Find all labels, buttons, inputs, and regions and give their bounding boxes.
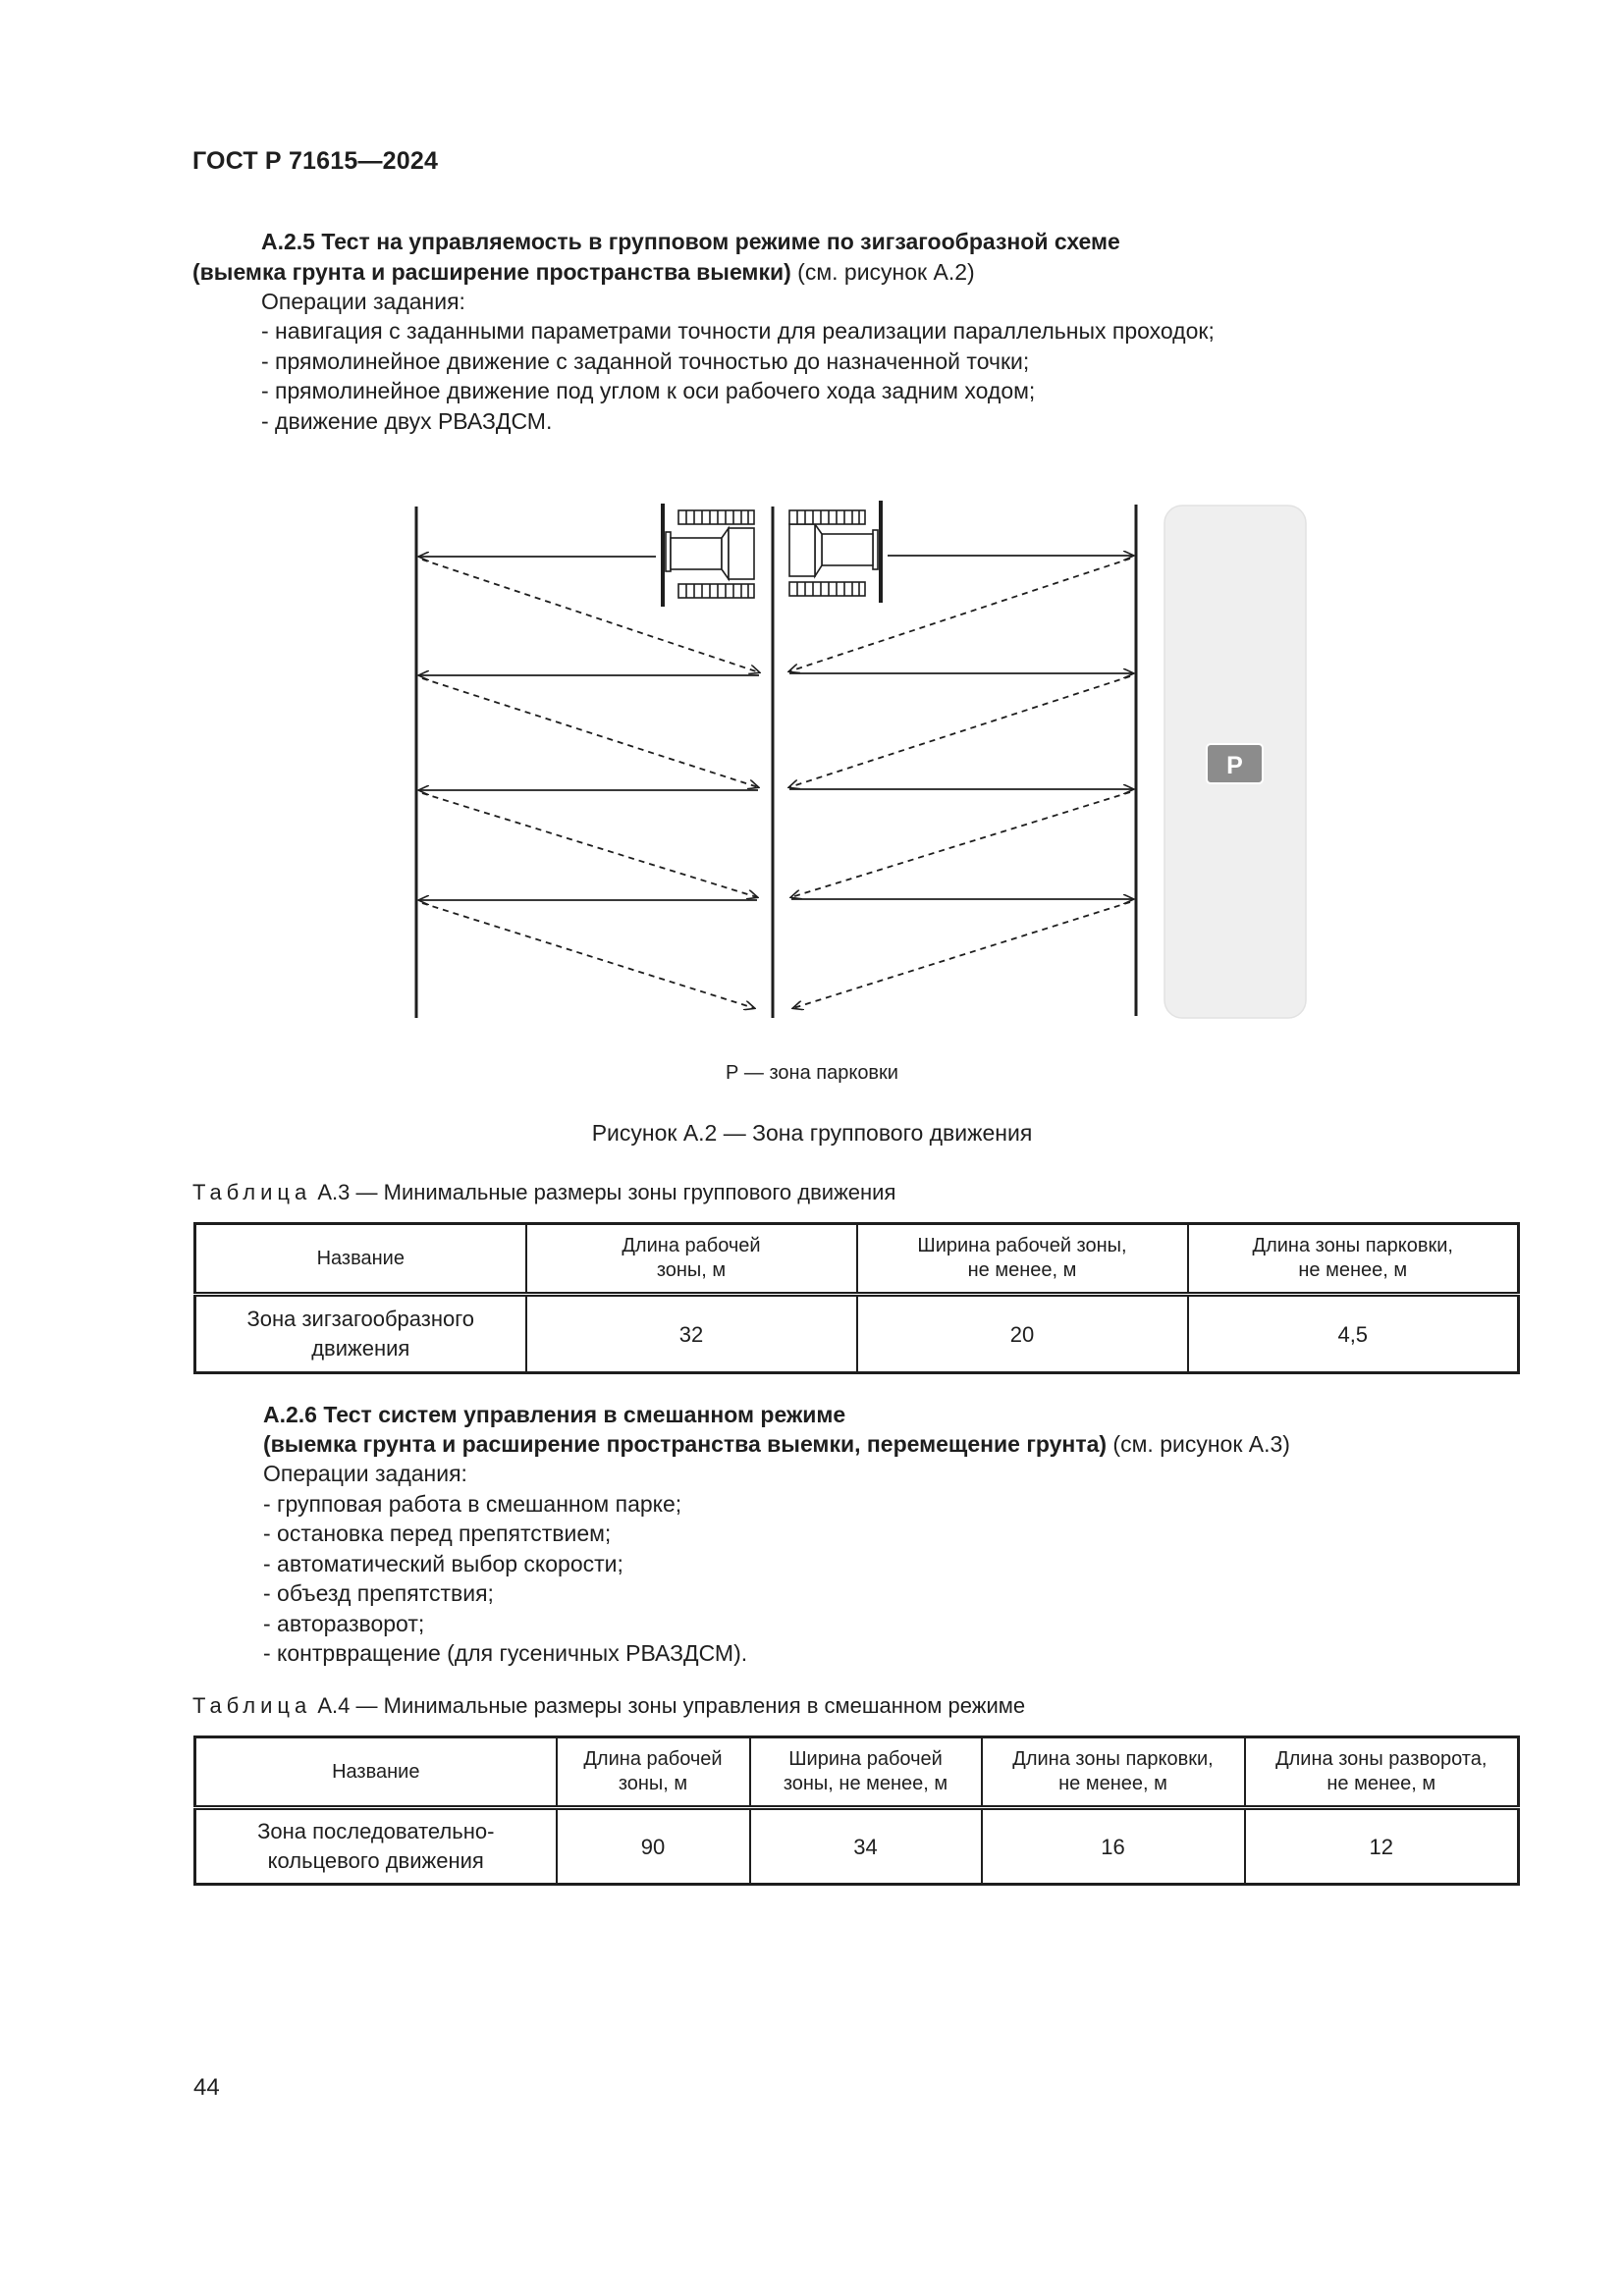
operation-item: - авторазворот;	[263, 1611, 425, 1636]
row-name-cell: Зона зигзагообразного движения	[195, 1295, 526, 1373]
table-label: Таблица	[192, 1693, 312, 1718]
section-a26-title: А.2.6 Тест систем управления в смешанном режиме	[263, 1402, 846, 1427]
value-cell: 12	[1245, 1808, 1519, 1885]
operation-item: - навигация с заданными параметрами точности для реализации параллельных проходок;	[261, 318, 1215, 344]
operation-item: - движение двух РВАЗДСМ.	[261, 408, 553, 434]
operation-item: - прямолинейное движение с заданной точностью до назначенной точки;	[261, 348, 1030, 374]
table-title: А.3 — Минимальные размеры зоны группового движения	[311, 1180, 896, 1204]
operations-label: Операции задания:	[261, 289, 465, 314]
right-machine-top-track	[789, 510, 865, 524]
document-id-header: ГОСТ Р 71615—2024	[192, 147, 439, 175]
header-cell: Длина зоны разворота, не менее, м	[1245, 1737, 1519, 1808]
operations-label: Операции задания:	[263, 1461, 467, 1486]
table-a4	[193, 1735, 1520, 1886]
header-cell: Длина рабочей зоны, м	[526, 1224, 857, 1295]
value-cell: 4,5	[1188, 1295, 1519, 1373]
table-header-row	[195, 1737, 1519, 1808]
left-machine-top-track	[678, 510, 754, 524]
parking-badge-label: P	[1226, 752, 1243, 779]
section-a26-subtitle-bold: (выемка грунта и расширение пространства выемки, перемещение грунта)	[263, 1431, 1108, 1457]
table-a3	[193, 1222, 1520, 1374]
table-a3-caption	[192, 1180, 895, 1205]
reverse-diagonal-arrow	[422, 793, 757, 897]
reverse-diagonal-arrow	[789, 559, 1130, 671]
value-cell: 90	[557, 1808, 750, 1885]
header-cell: Длина рабочей зоны, м	[557, 1737, 750, 1808]
header-cell: Ширина рабочей зоны, не менее, м	[857, 1224, 1188, 1295]
reverse-diagonal-arrow	[422, 560, 759, 672]
value-cell: 32	[526, 1295, 857, 1373]
operation-item: - прямолинейное движение под углом к оси рабочего хода задним ходом;	[261, 378, 1036, 403]
figure-legend: Р — зона парковки	[726, 1062, 898, 1084]
right-machine-bottom-track	[789, 582, 865, 596]
operation-item: - остановка перед препятствием;	[263, 1521, 612, 1546]
value-cell: 20	[857, 1295, 1188, 1373]
table-header-row	[195, 1224, 1519, 1295]
reverse-diagonal-arrow	[422, 903, 754, 1008]
figure-reference: (см. рисунок А.2)	[790, 259, 975, 285]
table-label: Таблица	[192, 1180, 312, 1204]
header-cell: Ширина рабочей зоны, не менее, м	[750, 1737, 982, 1808]
table-title: А.4 — Минимальные размеры зоны управления в смешанном режиме	[311, 1693, 1026, 1718]
reverse-diagonal-arrow	[793, 902, 1130, 1008]
header-cell: Длина зоны парковки, не менее, м	[982, 1737, 1245, 1808]
table-row	[195, 1295, 1519, 1373]
table-row	[195, 1808, 1519, 1885]
reverse-diagonal-arrow	[789, 676, 1130, 787]
figure-a2-diagram	[0, 0, 1624, 1041]
operation-item: - автоматический выбор скорости;	[263, 1551, 623, 1576]
right-zone-trajectories	[789, 556, 1133, 1008]
value-cell: 16	[982, 1808, 1245, 1885]
header-cell: Название	[195, 1224, 526, 1295]
header-cell: Название	[195, 1737, 557, 1808]
operation-item: - групповая работа в смешанном парке;	[263, 1491, 682, 1517]
right-machine-icon	[789, 501, 881, 603]
section-a25-title: А.2.5 Тест на управляемость в групповом режиме по зигзагообразной схеме	[261, 229, 1120, 254]
reverse-diagonal-arrow	[422, 678, 758, 787]
left-machine-bottom-track	[678, 584, 754, 598]
figure-caption: Рисунок А.2 — Зона группового движения	[591, 1120, 1033, 1146]
section-a25-subtitle-bold: (выемка грунта и расширение пространства выемки)	[192, 259, 791, 285]
section-a26-subtitle	[263, 1429, 1290, 1459]
value-cell: 34	[750, 1808, 982, 1885]
header-cell: Длина зоны парковки, не менее, м	[1188, 1224, 1519, 1295]
row-name-cell: Зона последовательно- кольцевого движения	[195, 1808, 557, 1885]
reverse-diagonal-arrow	[791, 792, 1130, 897]
figure-reference: (см. рисунок А.3)	[1107, 1431, 1290, 1457]
operation-item: - контрвращение (для гусеничных РВАЗДСМ).	[263, 1640, 748, 1666]
left-machine-icon	[663, 504, 754, 607]
operation-item: - объезд препятствия;	[263, 1580, 494, 1606]
table-a4-caption	[192, 1693, 1025, 1719]
left-zone-trajectories	[419, 557, 759, 1008]
page-number: 44	[193, 2074, 220, 2101]
